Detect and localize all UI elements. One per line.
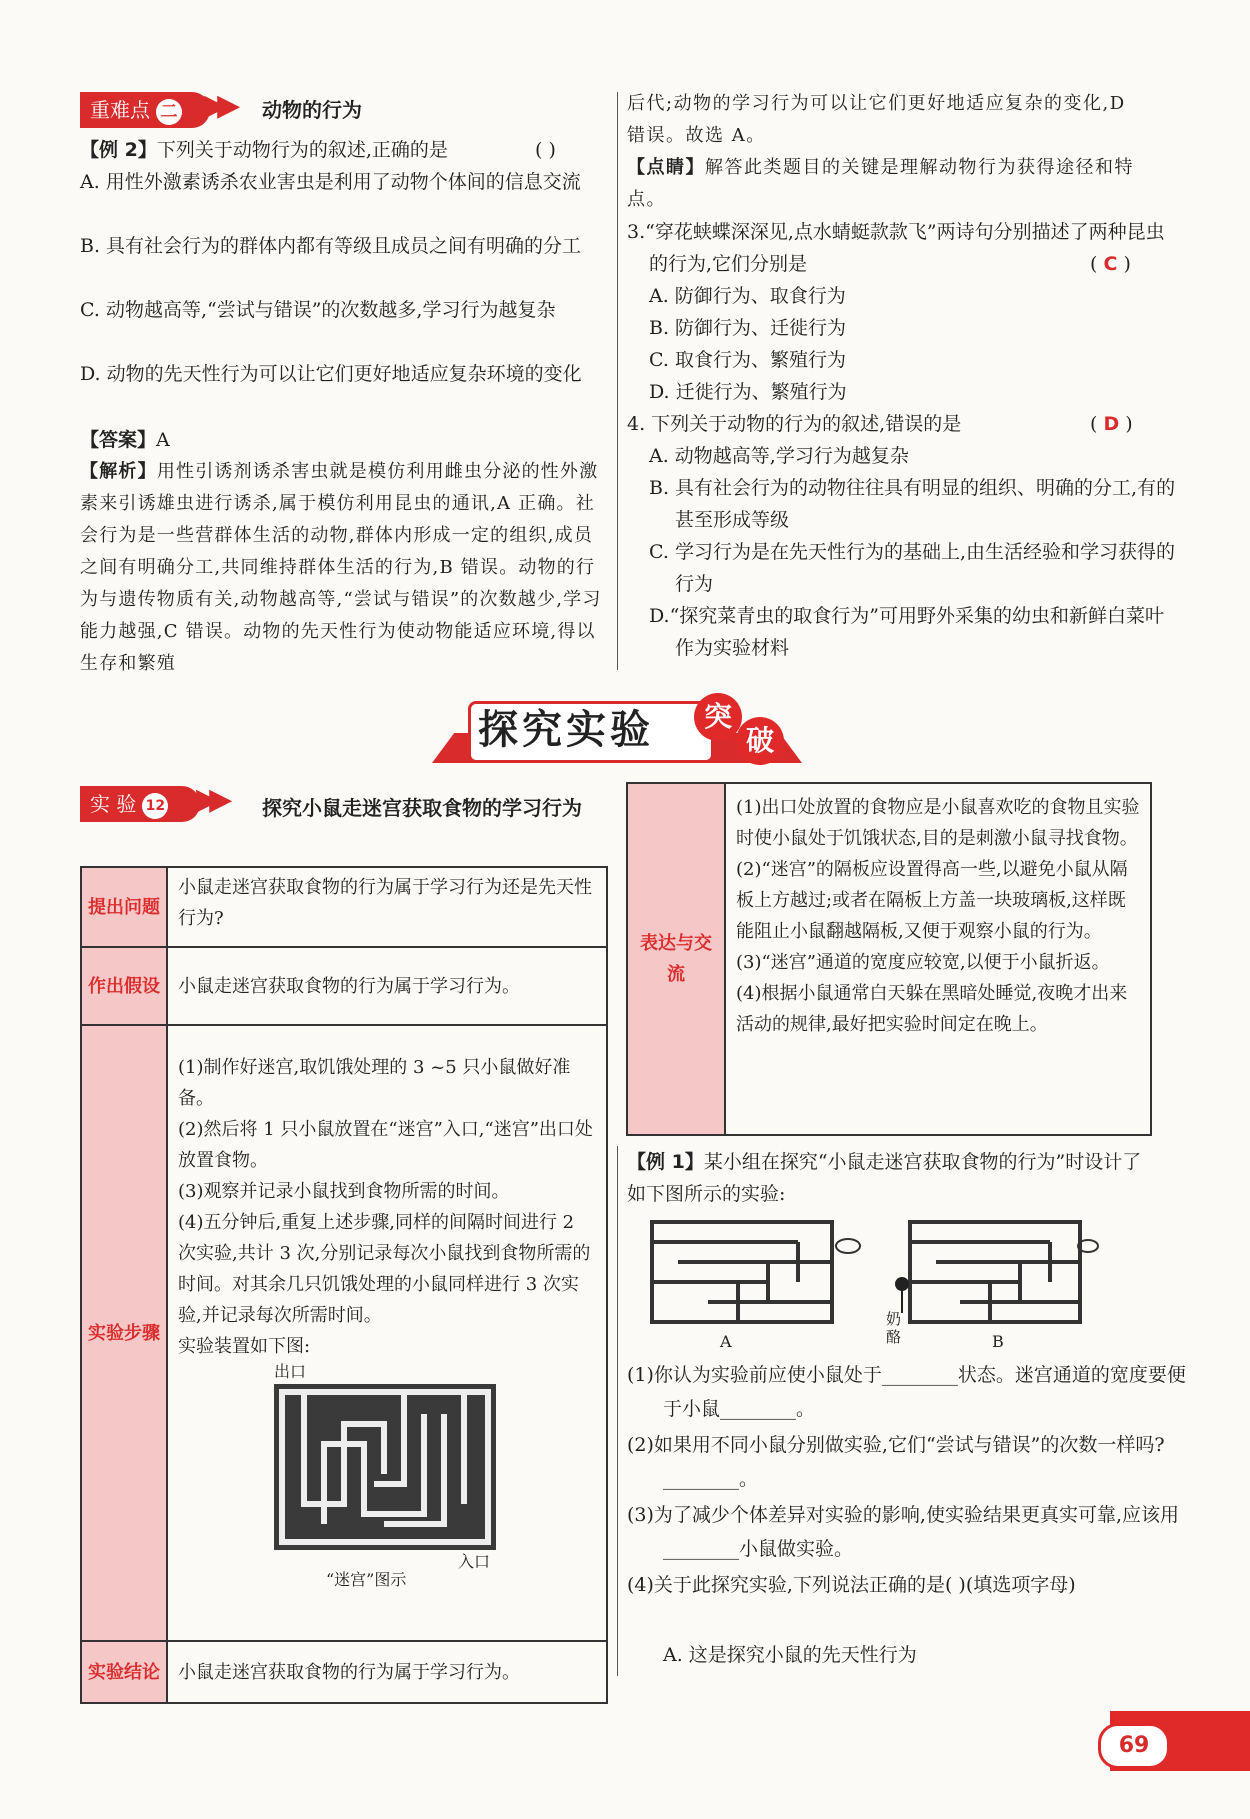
example1-question-2: (2)如果用不同小鼠分别做实验,它们“尝试与错误”的次数一样吗? ________。: [627, 1434, 1165, 1490]
table-row: [81, 1025, 607, 1641]
experiment-tag-number: 12: [142, 793, 168, 819]
step-1: (1)制作好迷宫,取饥饿处理的 3 ~5 只小鼠做好准备。: [178, 1057, 571, 1109]
experiment-table: [80, 866, 608, 1704]
express-table: [626, 782, 1152, 1136]
maze-figure-b: [890, 1218, 1100, 1336]
step-5: 实验装置如下图:: [178, 1336, 311, 1357]
express-1: (1)出口处放置的食物应是小鼠喜欢吃的食物且实验时使小鼠处于饥饿状态,目的是刺激小鼠寻找食物。: [736, 797, 1140, 849]
option-a: A. 用性外激素诱杀农业害虫是利用了动物个体间的信息交流: [80, 171, 581, 193]
maze-caption: “迷宫”图示: [326, 1570, 407, 1589]
section-tag-number: 二: [156, 99, 182, 125]
conclusion-label: 实验结论: [81, 1641, 167, 1703]
hypothesis-label: 作出假设: [81, 947, 167, 1025]
conclusion-text: 小鼠走迷宫获取食物的行为属于学习行为。: [167, 1641, 607, 1703]
tip-label: 【点睛】: [627, 157, 705, 178]
answer-value: A: [156, 429, 170, 451]
example2-label: 【例 2】: [80, 139, 157, 161]
experiment-tag: [80, 786, 200, 822]
maze-exit-label: 出口: [274, 1362, 307, 1381]
example1-question-4: (4)关于此探究实验,下列说法正确的是( )(填选项字母): [627, 1574, 1076, 1596]
experiment-tag-label: 实 验: [90, 792, 137, 816]
banner-title: 探究实验: [478, 707, 654, 753]
figure-b-note: 奶酪: [886, 1310, 902, 1346]
banner-char-1: 突: [694, 693, 742, 741]
analysis-text: 用性引诱剂诱杀害虫就是模仿利用雌虫分泌的性外激素来引诱雄虫进行诱杀,属于模仿利用昆虫的通讯,A 正确。社会行为是一些营群体生活的动物,群体内形成一定的组织,成员之间有明确分工,共同维持群体生活的行为,B 错误。动物的行为与遗传物质有关,动物越高等,“尝试与错误”的次数越少,学习能力越强,C 错误。动物的先天性行为使动物能适应环境,得以生存和繁殖: [80, 461, 602, 674]
example1-label: 【例 1】: [627, 1151, 704, 1173]
q3-option-a: A. 防御行为、取食行为: [649, 285, 846, 307]
example1-question-1: (1)你认为实验前应使小鼠处于________状态。迷宫通道的宽度要便于小鼠________。: [627, 1364, 1186, 1420]
example2-question: [80, 134, 610, 166]
express-4: (4)根据小鼠通常白天躲在黑暗处睡觉,夜晚才出来活动的规律,最好把实验时间定在晚上。: [736, 983, 1128, 1035]
hypothesis-text: 小鼠走迷宫获取食物的行为属于学习行为。: [167, 947, 607, 1025]
question3-answer-value: C: [1103, 253, 1118, 275]
table-row: [627, 783, 1151, 1135]
q4-option-b: B. 具有社会行为的动物往往具有明显的组织、明确的分工,有的甚至形成等级: [649, 477, 1176, 531]
maze-photo: [274, 1384, 496, 1550]
column-divider: [617, 92, 618, 670]
banner: [432, 697, 802, 765]
q4-option-c: C. 学习行为是在先天性行为的基础上,由生活经验和学习获得的行为: [649, 541, 1175, 595]
example2-paren: ( ): [535, 139, 556, 161]
tip-text: 解答此类题目的关键是理解动物行为获得途径和特点。: [627, 157, 1134, 210]
answer-label: 【答案】: [80, 429, 157, 451]
express-3: (3)“迷宫”通道的宽度应较宽,以便于小鼠折返。: [736, 952, 1110, 973]
question4-answer-value: D: [1103, 413, 1120, 435]
figure-b-label: B: [992, 1332, 1004, 1351]
question3: 3.“穿花蛱蝶深深见,点水蜻蜓款款飞”两诗句分别描述了两种昆虫的行为,它们分别是: [627, 221, 1165, 275]
step-3: (3)观察并记录小鼠找到食物所需的时间。: [178, 1181, 510, 1202]
example1-question-3: (3)为了减少个体差异对实验的影响,使实验结果更真实可靠,应该用________小鼠做实验。: [627, 1504, 1179, 1560]
option-b: B. 具有社会行为的群体内都有等级且成员之间有明确的分工: [80, 235, 582, 257]
option-c: C. 动物越高等,“尝试与错误”的次数越多,学习行为越复杂: [80, 299, 556, 321]
q3-option-b: B. 防御行为、迁徙行为: [649, 317, 847, 339]
tip: [627, 152, 1152, 216]
answer-line: [80, 424, 170, 456]
q4-option-a: A. 动物越高等,学习行为越复杂: [649, 445, 909, 467]
analysis-label: 【解析】: [80, 461, 157, 482]
table-row: [81, 867, 607, 947]
problem-text: 小鼠走迷宫获取食物的行为属于学习行为还是先天性行为?: [167, 867, 607, 947]
question4-answer: ( D ): [1090, 413, 1133, 435]
double-arrow-icon: ▶▶: [196, 782, 223, 817]
steps-label: 实验步骤: [81, 1025, 167, 1641]
banner-char-2: 破: [736, 717, 784, 765]
express-cell: [725, 783, 1151, 1135]
question4: 4. 下列关于动物的行为的叙述,错误的是: [627, 413, 962, 435]
q3-option-c: C. 取食行为、繁殖行为: [649, 349, 846, 371]
q4-option-d: D.“探究菜青虫的取食行为”可用野外采集的幼虫和新鲜白菜叶作为实验材料: [649, 605, 1165, 659]
figure-a-label: A: [720, 1332, 732, 1351]
step-4: (4)五分钟后,重复上述步骤,同样的间隔时间进行 2 次实验,共计 3 次,分别记录每次小鼠找到食物所需的时间。对其余几只饥饿处理的小鼠同样进行 3 次实验,并记录每次所需时间。: [178, 1212, 591, 1326]
express-2: (2)“迷宫”的隔板应设置得高一些,以避免小鼠从隔板上方越过;或者在隔板上方盖一块玻璃板,这样既能阻止小鼠翻越隔板,又便于观察小鼠的行为。: [736, 859, 1128, 942]
experiment-title: 探究小鼠走迷宫获取食物的学习行为: [262, 796, 582, 820]
column-divider-bottom: [617, 1146, 618, 1676]
option-d: D. 动物的先天性行为可以让它们更好地适应复杂环境的变化: [80, 363, 582, 385]
problem-label: 提出问题: [81, 867, 167, 947]
example1: [627, 1146, 1152, 1210]
section-tag-label: 重难点: [90, 98, 150, 122]
analysis-continuation: 后代;动物的学习行为可以让它们更好地适应复杂的变化,D 错误。故选 A。: [627, 93, 1126, 146]
table-row: [81, 947, 607, 1025]
steps-cell: [167, 1025, 607, 1641]
analysis: [80, 456, 605, 680]
example2-text: 下列关于动物行为的叙述,正确的是: [156, 139, 448, 161]
example1-option-a: A. 这是探究小鼠的先天性行为: [663, 1644, 917, 1666]
maze-entry-label: 入口: [458, 1552, 491, 1571]
question3-answer: ( C ): [1090, 253, 1131, 275]
section-heading: 动物的行为: [262, 98, 362, 122]
express-label: 表达与交流: [627, 783, 725, 1135]
table-row: [81, 1641, 607, 1703]
section-tag: [80, 92, 210, 128]
q3-option-d: D. 迁徙行为、繁殖行为: [649, 381, 847, 403]
example1-text: 某小组在探究“小鼠走迷宫获取食物的行为”时设计了如下图所示的实验:: [627, 1151, 1142, 1205]
maze-figure-a: [648, 1218, 868, 1336]
step-2: (2)然后将 1 只小鼠放置在“迷宫”入口,“迷宫”出口处放置食物。: [178, 1119, 593, 1171]
double-arrow-icon: ▶▶: [204, 88, 231, 123]
page-number: 69: [1098, 1723, 1170, 1769]
